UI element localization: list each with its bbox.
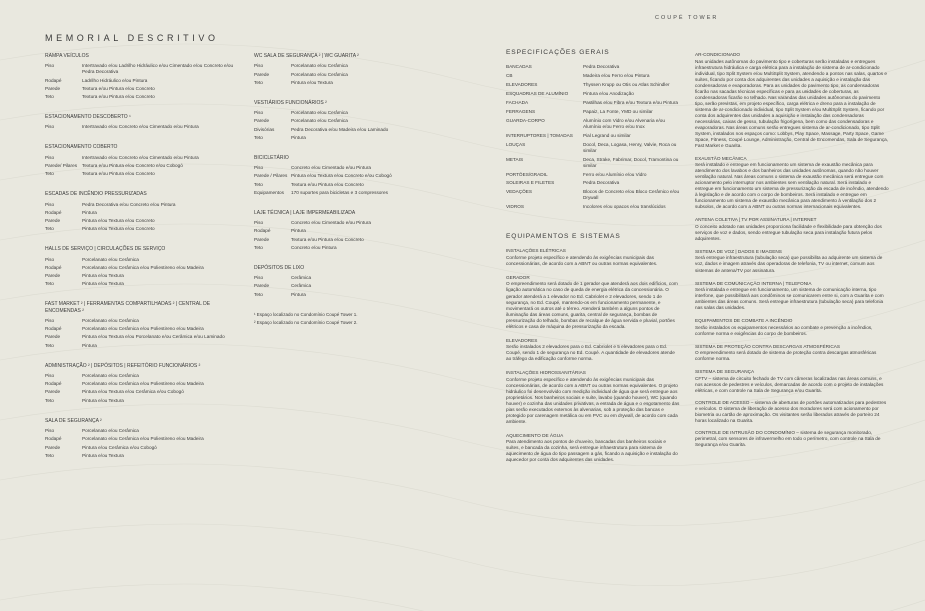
spec-value: Cerâmica	[291, 283, 312, 289]
section-title: LAJE TÉCNICA | LAJE IMPERMEABILIZADA	[254, 209, 356, 216]
spec-row	[45, 326, 235, 332]
spec-value: Porcelanato e/ou Cerâmica	[291, 118, 348, 124]
spec-value: Pintura e/ou Textura	[291, 79, 333, 85]
spec-value: Pintura e/ou Textura e/ou Concreto	[82, 218, 155, 224]
section-estacionamento-coberto	[45, 144, 235, 177]
spec-row	[45, 257, 235, 263]
spec-value: Pedra Decorativa e/ou Madeira e/ou Laminado	[291, 126, 389, 132]
column-3	[506, 49, 681, 463]
spec-value: Intertravado e/ou Concreto e/ou Cimentado e/ou Pintura	[82, 124, 199, 130]
spec-value: Pintura e/ou Textura	[82, 273, 124, 279]
spec-value: Porcelanato e/ou Cerâmica	[82, 428, 139, 434]
spec-row	[506, 142, 681, 154]
spec-value: Concreto e/ou Pintura	[291, 244, 337, 250]
spec-value: Pintura e/ou Textura	[82, 281, 124, 287]
spec-label: Parede	[45, 218, 61, 224]
spec-row	[45, 343, 235, 349]
spec-row	[254, 182, 444, 188]
spec-label: Rodapé	[45, 264, 62, 270]
spec-label: METAIS	[506, 156, 524, 162]
spec-value: Pintura e/ou Textura e/ou Porcelanato e/ou Cerâmica e/ou Laminado	[82, 334, 225, 340]
spec-label: Rodapé	[45, 77, 62, 83]
especificacoes-list	[506, 64, 681, 219]
spec-label: BANCADAS	[506, 64, 532, 70]
spec-value: Textura e/ou Pintura e/ou Concreto	[82, 94, 155, 100]
spec-label: Piso	[45, 154, 55, 160]
section-title: HALLS DE SERVIÇO | CIRCULAÇÕES DE SERVIÇO	[45, 246, 166, 253]
spec-row	[254, 245, 444, 251]
spec-value: Cerâmica	[291, 275, 312, 281]
spec-row	[254, 127, 444, 133]
spec-label: Teto	[45, 342, 54, 348]
spec-value: Pintura	[82, 342, 97, 348]
spec-row	[254, 118, 444, 124]
spec-label: Equipamentos	[254, 189, 284, 195]
spec-value: Textura e/ou Pintura e/ou Concreto	[82, 85, 155, 91]
spec-row	[254, 190, 444, 196]
section-title: ESCADAS DE INCÊNDIO PRESSURIZADAS	[45, 191, 147, 198]
spec-value: Pintura e/ou Anodização	[583, 91, 634, 97]
spec-label: Teto	[254, 181, 263, 187]
subsection-text: Conforme projeto específico e atendendo às exigências municipais das concessionárias, de acordo com a ABNT ou outras normas equivalentes. O projeto hidráulico foi desenvolvido com medição individual de água que será entregue aos proprietários. Nos banheiros sociais e suíte, lavabo (quando houver), WC (quando houver) e cozinha das unidades privativas, a entrada de água e o esgotamento das pias serão executados externos às alvenarias, sob a proteção das bancas e protegido por carenagem metálica ou em PVC ou em drywall, de acordo com cada ambiente.	[506, 376, 680, 424]
spec-value: Alumínio com Vidro e/ou Alvenaria e/ou Alumínio e/ou Ferro e/ou Inox	[583, 117, 665, 129]
subsection-text: CFTV – sistema de circuito fechado de TV com câmeras localizadas nas áreas comuns, e nos acessos de pedestres e veículos, demarcadas de acordo com o projeto de instalações elétricas, e com controle na Sala de Segurança e/ou Guarita.	[695, 375, 884, 393]
subsection-title: AQUECIMENTO DE ÁGUA	[506, 432, 564, 438]
spec-row	[45, 171, 235, 177]
subsection-title: EQUIPAMENTOS DE COMBATE A INCÊNDIO	[695, 318, 793, 324]
section-title: VESTIÁRIOS FUNCIONÁRIOS ²	[254, 99, 327, 106]
spec-label: VEDAÇÕES	[506, 189, 533, 195]
subsection-text: Será instalada e entregue em funcionamento, um sistema de comunicação interna, tipo interfone, que possibilitará aos condôminos se comunicarem entre si, com a Guarita e com ambientes das áreas comuns. Será entregue infraestrutura (tubulação seca) para telefonia nas salas das unidades.	[695, 287, 884, 311]
spec-value: Textura e/ou Pintura e/ou Concreto e/ou Cobogó	[82, 163, 183, 169]
spec-label: SOLEIRAS E FILETES	[506, 180, 555, 186]
subsection-title: INSTALAÇÕES HIDROSSANITÁRIAS	[506, 370, 586, 376]
spec-label: ESQUADRIAS DE ALUMÍNIO	[506, 91, 569, 97]
spec-label: Piso	[254, 275, 264, 281]
spec-row	[506, 109, 681, 115]
spec-label: Teto	[45, 281, 54, 287]
spec-label: ELEVADORES	[506, 82, 538, 88]
especificacoes-gerais-title: ESPECIFICAÇÕES GERAIS	[506, 49, 610, 56]
section-administracao	[45, 363, 235, 404]
spec-row	[45, 318, 235, 324]
spec-row	[506, 82, 681, 88]
subsection-text: Conforme projeto específico e atendendo às exigências municipais das concessionárias, de acordo com a ABNT ou outras normas equivalentes.	[506, 254, 658, 266]
spec-label: Rodapé	[45, 326, 62, 332]
column-4	[695, 52, 890, 448]
spec-label: Rodapé	[45, 209, 62, 215]
spec-row	[254, 292, 444, 298]
spec-value: Porcelanato e/ou Cerâmica e/ou Poliestireno e/ou Madeira	[82, 381, 204, 387]
page-title: MEMORIAL DESCRITIVO	[45, 33, 219, 43]
spec-row	[45, 202, 235, 208]
spec-value: Porcelanato e/ou Cerâmica e/ou Poliestireno e/ou Madeira	[82, 436, 204, 442]
spec-label: FERRAGENS	[506, 108, 536, 114]
spec-label: Teto	[45, 226, 54, 232]
spec-value: Porcelanato e/ou Cerâmica	[82, 256, 139, 262]
subsection-text: O empreendimento será dotado de sistema de proteção contra descargas atmosféricas conforme norma.	[695, 350, 877, 362]
spec-label: Piso	[254, 110, 264, 116]
spec-label: LOUÇAS	[506, 141, 526, 147]
subsection-text: O empreendimento será dotado de 1 gerador que atenderá aos dois edifícios, com ligação automática no caso de queda de energia elétrica da concessionária. O gerador atenderá a 1 elevador no Ed. Cabriolet e 2 elevadores, sendo 1 de segurança, no Ed. Coupé, mantendo-os em funcionamento permanente, e movimentará os outros até o térreo. Atenderá também a alguns pontos de iluminação das áreas comuns, guarita, central de segurança, bombas de pressurização do telhado, bombas de recalque de água servida e pluvial, portões elétricos e casa de máquina de pressurização da escada.	[506, 281, 678, 329]
spec-label: VIDROS	[506, 204, 524, 210]
subsection-title: EXAUSTÃO MECÂNICA	[695, 155, 747, 161]
spec-row	[45, 381, 235, 387]
spec-value: Pintura e/ou Textura	[82, 397, 124, 403]
spec-label: Piso	[45, 318, 55, 324]
section-depositos-de-lixo	[254, 265, 444, 298]
spec-label: Parede	[45, 334, 61, 340]
spec-label: Parede	[254, 283, 270, 289]
spec-value: Ferro e/ou Alumínio e/ou Vidro	[583, 171, 647, 177]
spec-value: Pintura e/ou Textura e/ou Concreto	[82, 226, 155, 232]
section-halls-de-servico	[45, 246, 235, 287]
spec-value: Pintura e/ou Cerâmica e/ou Cobogó	[82, 444, 157, 450]
spec-row	[45, 273, 235, 279]
subsection-text: Será instalado e entregue em funcionamento um sistema de exaustão mecânica para atendimento dos lavabos e dos banheiros das unidades autônomas, quando não houver ventilação natural. Nas áreas comuns o sistema de exaustão mecânica será entregue com acionamento pelo interruptor nos ambientes sem ventilação natural. Será instalado e entregue em funcionamento um sistema de pressurização da escada de incêndio, atendendo à legislação e de acordo com o corpo de bombeiros. Será instalado e entregue em funcionamento um sistema de exaustão mecânica para atendimento à ventilação dos 2 subsolos, de acordo com a ABNT ou outras normas internacionais equivalentes.	[695, 162, 889, 210]
spec-label: Teto	[45, 171, 54, 177]
spec-label: Piso	[45, 256, 55, 262]
spec-row	[45, 389, 235, 395]
spec-label: Parede	[254, 118, 270, 124]
spec-label: Teto	[45, 397, 54, 403]
spec-row	[254, 237, 444, 243]
spec-value: Pintura	[291, 291, 306, 297]
spec-value: Deca, Strake, Fabrimar, Docol, Tramontina ou similar	[583, 156, 679, 168]
spec-label: FACHADA	[506, 100, 529, 106]
section-escadas-incendio	[45, 191, 235, 232]
spec-label: Parede	[254, 236, 270, 242]
spec-label: Teto	[254, 244, 263, 250]
footnote-2: ² Espaço localizado no Condomínio Coupé Tower 2.	[254, 320, 358, 326]
spec-value: Porcelanato e/ou Cerâmica	[82, 318, 139, 324]
spec-row	[45, 86, 235, 92]
spec-row	[254, 72, 444, 78]
spec-row	[45, 436, 235, 442]
spec-value: Pintura e/ou Textura	[82, 452, 124, 458]
spec-value: Porcelanato e/ou Cerâmica e/ou Poliestireno e/ou Madeira	[82, 264, 204, 270]
spec-label: PORTÕES/GRADIL	[506, 171, 548, 177]
column-2	[254, 53, 444, 329]
spec-label: Parede	[45, 273, 61, 279]
subsection-title: GERADOR	[506, 274, 530, 280]
spec-value: Incolores e/ou opacos e/ou translúcidos	[583, 204, 666, 210]
spec-row	[506, 133, 681, 139]
column-1	[45, 53, 235, 473]
spec-value: Madeira e/ou Ferro e/ou Pintura	[583, 73, 650, 79]
spec-label: CB	[506, 73, 513, 79]
spec-row	[506, 118, 681, 130]
spec-row	[45, 398, 235, 404]
spec-value: Textura e/ou Pintura e/ou Concreto	[82, 171, 155, 177]
section-title: ESTACIONAMENTO DESCOBERTO ¹	[45, 114, 131, 121]
spec-row	[254, 228, 444, 234]
equipamentos-sistemas-title: EQUIPAMENTOS E SISTEMAS	[506, 232, 621, 240]
subsection-title: SISTEMA DE PROTEÇÃO CONTRA DESCARGAS ATMOSFÉRICAS	[695, 343, 840, 349]
spec-label: Teto	[254, 134, 263, 140]
spec-label: Piso	[254, 63, 264, 69]
spec-row	[506, 64, 681, 70]
subsection-text: Serão instalados 2 elevadores para o Ed. Cabriolet e 5 elevadores para o Ed. Coupé, sendo 1 de segurança no Ed. Coupé. A quantidade de elevadores atende ao tráfego da edificação conforme norma.	[506, 344, 675, 362]
spec-row	[254, 110, 444, 116]
spec-row	[254, 275, 444, 281]
spec-value: Porcelanato e/ou Cerâmica	[291, 63, 348, 69]
spec-value: Porcelanato e/ou Cerâmica e/ou Poliestireno e/ou Madeira	[82, 326, 204, 332]
spec-value: Pial Legrand ou similar	[583, 132, 631, 138]
spec-label: Parede	[45, 444, 61, 450]
subsection-title: INSTALAÇÕES ELÉTRICAS	[506, 248, 566, 254]
spec-value: Pedra Decorativa	[583, 180, 620, 186]
spec-row	[506, 180, 681, 186]
spec-label: Rodapé	[254, 228, 271, 234]
spec-label: Parede	[45, 389, 61, 395]
spec-value: Pastilhas e/ou Fibra e/ou Textura e/ou Pintura	[583, 100, 679, 106]
spec-label: Piso	[45, 373, 55, 379]
spec-label: Parede/ Pilares	[45, 163, 78, 169]
spec-label: INTERRUPTORES | TOMADAS	[506, 132, 573, 138]
section-fast-market	[45, 301, 235, 348]
spec-row	[254, 80, 444, 86]
spec-label: Teto	[45, 452, 54, 458]
spec-label: GUARDA-CORPO	[506, 117, 545, 123]
subsection-title: ANTENA COLETIVA | TV POR ASSINATURA | INTERNET	[695, 217, 817, 223]
subsection-title: SISTEMA DE VOZ | DADOS E IMAGENS	[695, 248, 782, 254]
subsection-text: Serão instalados os equipamentos necessários ao combate e prevenção a incêndios, conforme norma e exigências do corpo de bombeiros.	[695, 324, 873, 336]
spec-value: Ladrilho Hidráulico e/ou Pintura	[82, 77, 148, 83]
section-bicicletario	[254, 155, 444, 196]
spec-value: Porcelanato e/ou Cerâmica	[291, 71, 348, 77]
equipamentos-list	[506, 248, 681, 463]
subsection-text: Para atendimento aos pontos de chuveiro, bancadas dos banheiros sociais e suítes, e bancada da cozinha, será entregue infraestrutura para sistema de aquecimento de água do tipo passagem a gás, ficando a aquisição e instalação do aquecedor por conta dos adquirentes das unidades.	[506, 439, 678, 463]
spec-value: Thyssen Krupp ou Otis ou Atlas Schindler	[583, 82, 670, 88]
spec-row	[506, 189, 681, 201]
spec-label: Piso	[45, 63, 55, 69]
spec-row	[45, 281, 235, 287]
spec-value: Pintura e/ou Textura e/ou Concreto e/ou Cobogó	[291, 173, 392, 179]
spec-row	[45, 124, 235, 130]
section-sala-de-seguranca	[45, 418, 235, 459]
spec-label: Teto	[45, 94, 54, 100]
spec-label: Rodapé	[45, 381, 62, 387]
spec-row	[45, 78, 235, 84]
subsection-title: AR-CONDICIONADO	[695, 52, 741, 57]
footnote-1: ¹ Espaço localizado no Condomínio Coupé Tower 1.	[254, 311, 358, 317]
spec-value: Pintura	[291, 228, 306, 234]
spec-row	[254, 220, 444, 226]
spec-value: Pintura	[291, 134, 306, 140]
subsection-text: Nas unidades autônomas do pavimento tipo e coberturas serão instaladas e entregues infraestrutura hidráulica e carga elétrica para a instalação de sistema de ar-condicionado individual, tipo Split System e/ou MultiSplit System, atendendo a pontos nas salas, quartos e suítes, ficando por conta dos adquirentes das unidades a aquisição e instalação das condensadoras e evaporadoras. Para as unidades do pavimento tipo, as condensadoras ficarão nas sacadas técnicas específicas e para as unidades de coberturas, as condensadoras ficarão no telhado. Nas varandas das unidades autônomas do pavimento tipo, serão previstas, em projeto específico, carga elétrica e dreno para a instalação de sistema de ar-condicionado individual, tipo Split System e/ou MultiSplit System, ficando por conta dos adquirentes das unidades a aquisição e instalação das condensadoras necessárias, caixas de gesso, tubulação frigorígena, bem como das condensadoras e evaporadoras. Nas áreas comuns serão entregues sistema de ar-condicionado, tipo Split System, instalados nos espaços como: Lobbys, Play Space, Massage, Party Space, Game Space, Fitness, Coupé Lounge, Administração, Central de Encomendas, Sala de Segurança, Fast Market e Guarita.	[695, 58, 889, 148]
spec-label: Rodapé	[45, 436, 62, 442]
spec-label: Piso	[254, 165, 264, 171]
section-title: WC SALA DE SEGURANÇA ² | WC GUARITA ²	[254, 53, 359, 59]
subsection-title: SISTEMA DE COMUNICAÇÃO INTERNA | TELEFONIA	[695, 280, 812, 286]
spec-row	[45, 445, 235, 451]
spec-row	[506, 91, 681, 97]
spec-row	[506, 73, 681, 79]
section-title: SALA DE SEGURANÇA ²	[45, 417, 102, 424]
spec-value: Docol, Deca, Logasa, Henry, Valvie, Roca ou similar	[583, 141, 677, 153]
spec-row	[254, 135, 444, 141]
subsection-text: O conceito adotado nas unidades proporciona facilidade e flexibilidade para obtenção dos serviços de voz e dados, sendo entregue tubulação seca para instalação futura pelos adquirentes.	[695, 223, 882, 241]
spec-label: Parede / Pilares	[254, 173, 288, 179]
subsection-title: ELEVADORES	[506, 337, 538, 343]
spec-row	[45, 453, 235, 459]
spec-value: Concreto e/ou Cimentado e/ou Pintura	[291, 220, 371, 226]
subsection-title: SISTEMA DE SEGURANÇA	[695, 369, 755, 375]
spec-value: Blocos de Concreto e/ou Bloco Cerâmico e/ou Drywall	[583, 189, 680, 201]
spec-row	[254, 165, 444, 171]
section-estacionamento-descoberto	[45, 114, 235, 130]
spec-value: Intertravado e/ou Concreto e/ou Cimentado e/ou Pintura	[82, 154, 199, 160]
spec-row	[45, 334, 235, 340]
spec-label: Teto	[254, 291, 263, 297]
spec-row	[45, 94, 235, 100]
brand-name: COUPÉ TOWER	[655, 15, 719, 21]
section-laje-tecnica	[254, 210, 444, 251]
section-title: DEPÓSITOS DE LIXO	[254, 264, 305, 271]
spec-row	[254, 63, 444, 69]
spec-value: Pintura e/ou Textura e/ou Cerâmica e/ou Cobogó	[82, 389, 184, 395]
spec-value: Concreto e/ou Cimentado e/ou Pintura	[291, 165, 371, 171]
spec-value: Intertravado e/ou Ladrilho Hidráulico e/ou Cimentado e/ou Concreto e/ou Pedra Decorativa	[82, 63, 234, 75]
spec-label: Piso	[45, 124, 55, 130]
spec-row	[45, 218, 235, 224]
section-wc-sala-seguranca	[254, 53, 444, 86]
section-title: BICICLETÁRIO	[254, 154, 289, 161]
spec-value: Papaiz, La Fonte, YMD ou similar	[583, 108, 653, 114]
spec-row	[45, 226, 235, 232]
spec-value: Pedra Decorativa	[583, 64, 620, 70]
spec-row	[45, 63, 235, 75]
subsection-text: Será entregue infraestrutura (tubulação seca) que possibilita ao adquirente um sistema de voz, dados e imagem através das operadoras de telefonia, TV ou internet, comum aos sistemas de antena/TV por assinatura.	[695, 255, 883, 273]
spec-label: Divisórias	[254, 126, 275, 132]
spec-value: Textura e/ou Pintura e/ou Concreto	[291, 181, 364, 187]
spec-label: Teto	[254, 79, 263, 85]
section-title: RAMPA VEÍCULOS	[45, 53, 89, 59]
spec-row	[254, 173, 444, 179]
spec-row	[45, 155, 235, 161]
section-title: FAST MARKET ² | FERRAMENTAS COMPARTILHADAS ² | CENTRAL DE ENCOMENDAS ²	[45, 301, 211, 314]
spec-row	[506, 100, 681, 106]
spec-row	[506, 204, 681, 210]
spec-row	[45, 373, 235, 379]
spec-row	[45, 428, 235, 434]
spec-label: Parede	[45, 85, 61, 91]
spec-label: Piso	[45, 201, 55, 207]
section-vestiarios	[254, 100, 444, 141]
spec-value: Pedra Decorativa e/ou Concreto e/ou Pintura	[82, 201, 176, 207]
section-title: ADMINISTRAÇÃO ² | DEPÓSITOS | REFEITÓRIO FUNCIONÁRIOS ²	[45, 362, 201, 369]
spec-label: Piso	[254, 220, 264, 226]
spec-row	[506, 157, 681, 169]
spec-value: Textura e/ou Pintura e/ou Concreto	[291, 236, 364, 242]
spec-value: Pintura	[82, 209, 97, 215]
spec-row	[45, 210, 235, 216]
subsection-text: CONTROLE DE ACESSO – sistema de aberturas de portões automatizados para pedestres e veículos. O sistema de liberação de acesso dos moradores será com acionamento por biometria ou cartão de aproximação. Os visitantes serão liberados através de porteiro 24 horas localizado na Guarita.	[695, 399, 887, 423]
spec-row	[506, 172, 681, 178]
spec-row	[254, 283, 444, 289]
spec-label: Parede	[254, 71, 270, 77]
spec-value: Porcelanato e/ou Cerâmica	[291, 110, 348, 116]
section-title: ESTACIONAMENTO COBERTO	[45, 144, 118, 151]
spec-value: 170 suportes para bicicletas e 3 compressores	[291, 189, 388, 195]
spec-value: Porcelanato e/ou Cerâmica	[82, 373, 139, 379]
spec-row	[45, 265, 235, 271]
spec-row	[45, 163, 235, 169]
subsection-text: CONTROLE DE INTRUSÃO DO CONDOMÍNIO – sistema de segurança monitorado, perimetral, com sensores de infravermelho em todo o perímetro, com controle na Sala de Segurança e/ou Guarita.	[695, 429, 881, 447]
spec-label: Piso	[45, 428, 55, 434]
section-rampa-veiculos	[45, 53, 235, 100]
